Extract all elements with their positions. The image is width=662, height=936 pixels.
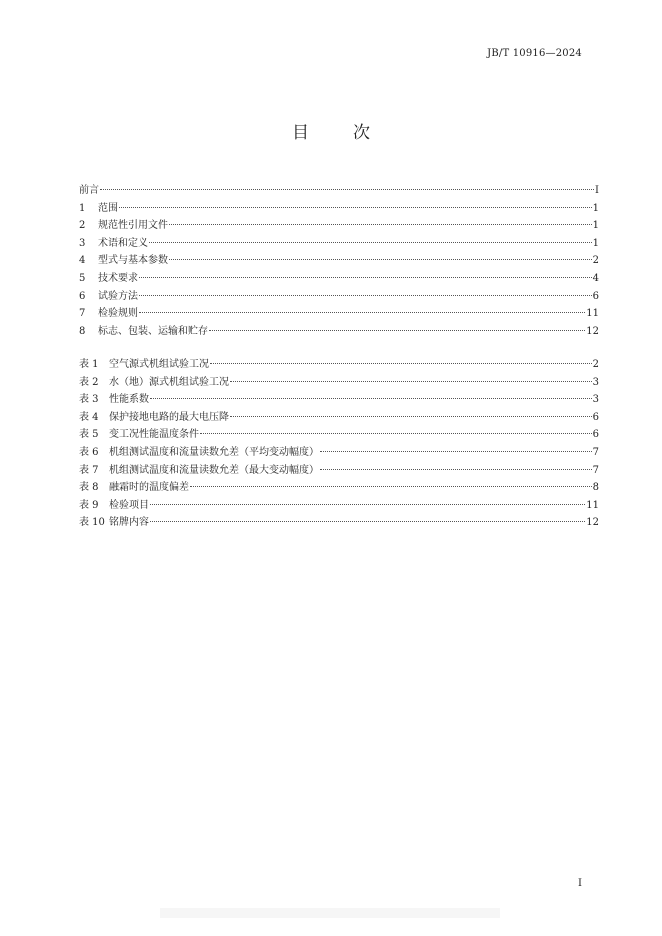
toc-table-number: 表 10 [79, 517, 105, 529]
title-char-2: 次 [353, 123, 370, 143]
dot-leader [139, 277, 592, 278]
toc-table-entry[interactable] [79, 444, 599, 462]
toc-table-entry[interactable] [79, 462, 599, 480]
toc-table-page: 6 [592, 411, 599, 423]
toc-table-page: 11 [586, 499, 599, 511]
page-title [0, 118, 662, 143]
toc-entry[interactable] [79, 305, 599, 323]
dot-leader [139, 295, 592, 296]
toc-entry-number: 1 [79, 202, 86, 214]
dot-leader [139, 312, 585, 313]
toc-entry-label: 范围 [98, 202, 118, 214]
toc-entry-number: 3 [79, 237, 86, 249]
dot-leader [150, 398, 592, 399]
toc-table-number: 表 3 [79, 394, 99, 406]
toc-table-page: 7 [592, 446, 599, 458]
toc-table-page: 6 [592, 429, 599, 441]
toc-entry-number: 7 [79, 308, 86, 320]
toc-entry[interactable] [79, 288, 599, 306]
toc-table-entry[interactable] [79, 356, 599, 374]
toc-table-page: 7 [592, 464, 599, 476]
toc-entry[interactable] [79, 270, 599, 288]
toc-entry[interactable] [79, 323, 599, 341]
toc-entry-label: 标志、包装、运输和贮存 [98, 325, 208, 337]
toc-table-label: 融霜时的温度偏差 [109, 482, 189, 494]
toc-chapters [79, 182, 599, 340]
toc-table-entry[interactable] [79, 479, 599, 497]
toc-table-label: 变工况性能温度条件 [109, 429, 199, 441]
toc-entry-page: 6 [592, 290, 599, 302]
toc-entry-page: 2 [592, 255, 599, 267]
toc-table-number: 表 1 [79, 359, 99, 370]
dot-leader [150, 504, 585, 505]
toc-entry-label: 规范性引用文件 [98, 220, 168, 232]
toc-table-page: 12 [586, 517, 599, 529]
toc-entry-label: 型式与基本参数 [98, 255, 168, 267]
toc-table-label: 铭牌内容 [109, 517, 149, 529]
toc-table-page: 3 [592, 376, 599, 388]
toc-table-label: 机组测试温度和流量读数允差（最大变动幅度） [109, 464, 319, 476]
toc-table-entry[interactable] [79, 514, 599, 532]
toc-table-label: 检验项目 [109, 499, 149, 511]
toc-table-number: 表 8 [79, 482, 99, 494]
dot-leader [149, 242, 592, 243]
dot-leader [150, 521, 585, 522]
dot-leader [210, 363, 592, 364]
toc-table-entry[interactable] [79, 391, 599, 409]
toc-entry-number: 5 [79, 272, 86, 284]
toc-entry-label: 前言 [79, 185, 99, 196]
dot-leader [209, 330, 585, 331]
toc-entry-page: 4 [592, 272, 599, 284]
toc-table-entry[interactable] [79, 374, 599, 392]
faint-footer-strip [160, 908, 500, 918]
toc-table-number: 表 7 [79, 464, 99, 476]
dot-leader [230, 381, 592, 382]
toc-entry-label: 试验方法 [98, 290, 138, 302]
toc-entry-label: 术语和定义 [98, 237, 148, 249]
dot-leader [320, 469, 592, 470]
toc-table-entry[interactable] [79, 426, 599, 444]
toc-entry-page: 1 [592, 237, 599, 249]
toc-entry-number: 6 [79, 290, 86, 302]
toc-entry[interactable] [79, 235, 599, 253]
dot-leader [190, 486, 592, 487]
dot-leader [119, 207, 592, 208]
toc-table-label: 机组测试温度和流量读数允差（平均变动幅度） [109, 446, 319, 458]
toc-table-number: 表 6 [79, 446, 99, 458]
dot-leader [169, 259, 592, 260]
toc-entry[interactable] [79, 200, 599, 218]
toc-table-label: 保护接地电路的最大电压降 [109, 411, 229, 423]
toc-table-number: 表 4 [79, 411, 99, 423]
toc-table-number: 表 2 [79, 376, 99, 388]
toc-tables [79, 356, 599, 532]
toc-entry-page: 1 [592, 220, 599, 232]
toc-table-page: 2 [592, 359, 599, 370]
toc-entry-page: 11 [586, 308, 599, 320]
toc-table-label: 空气源式机组试验工况 [109, 359, 209, 370]
toc-entry-page: I [595, 185, 599, 196]
toc-entry-label: 检验规则 [98, 308, 138, 320]
toc-table-entry[interactable] [79, 409, 599, 427]
toc-entry-number: 4 [79, 255, 86, 267]
dot-leader [169, 224, 592, 225]
toc-table-number: 表 9 [79, 499, 99, 511]
document-code: JB/T 10916—2024 [487, 48, 582, 59]
toc-table-label: 性能系数 [109, 394, 149, 406]
dot-leader [230, 416, 592, 417]
toc-entry-page: 1 [592, 202, 599, 214]
toc-table-page: 3 [592, 394, 599, 406]
dot-leader [320, 451, 592, 452]
toc-entry[interactable] [79, 182, 599, 200]
toc-entry-number: 8 [79, 325, 86, 337]
toc-table-number: 表 5 [79, 429, 99, 441]
toc-entry-number: 2 [79, 220, 86, 232]
toc-table-label: 水（地）源式机组试验工况 [109, 376, 229, 388]
toc-table-entry[interactable] [79, 497, 599, 515]
dot-leader [200, 433, 592, 434]
title-char-1: 目 [292, 123, 309, 143]
toc-table-page: 8 [592, 482, 599, 494]
toc-entry[interactable] [79, 252, 599, 270]
dot-leader [100, 189, 594, 190]
toc-entry-page: 12 [586, 325, 599, 337]
page-number: I [578, 878, 582, 889]
toc-entry-label: 技术要求 [98, 272, 138, 284]
toc-entry[interactable] [79, 217, 599, 235]
